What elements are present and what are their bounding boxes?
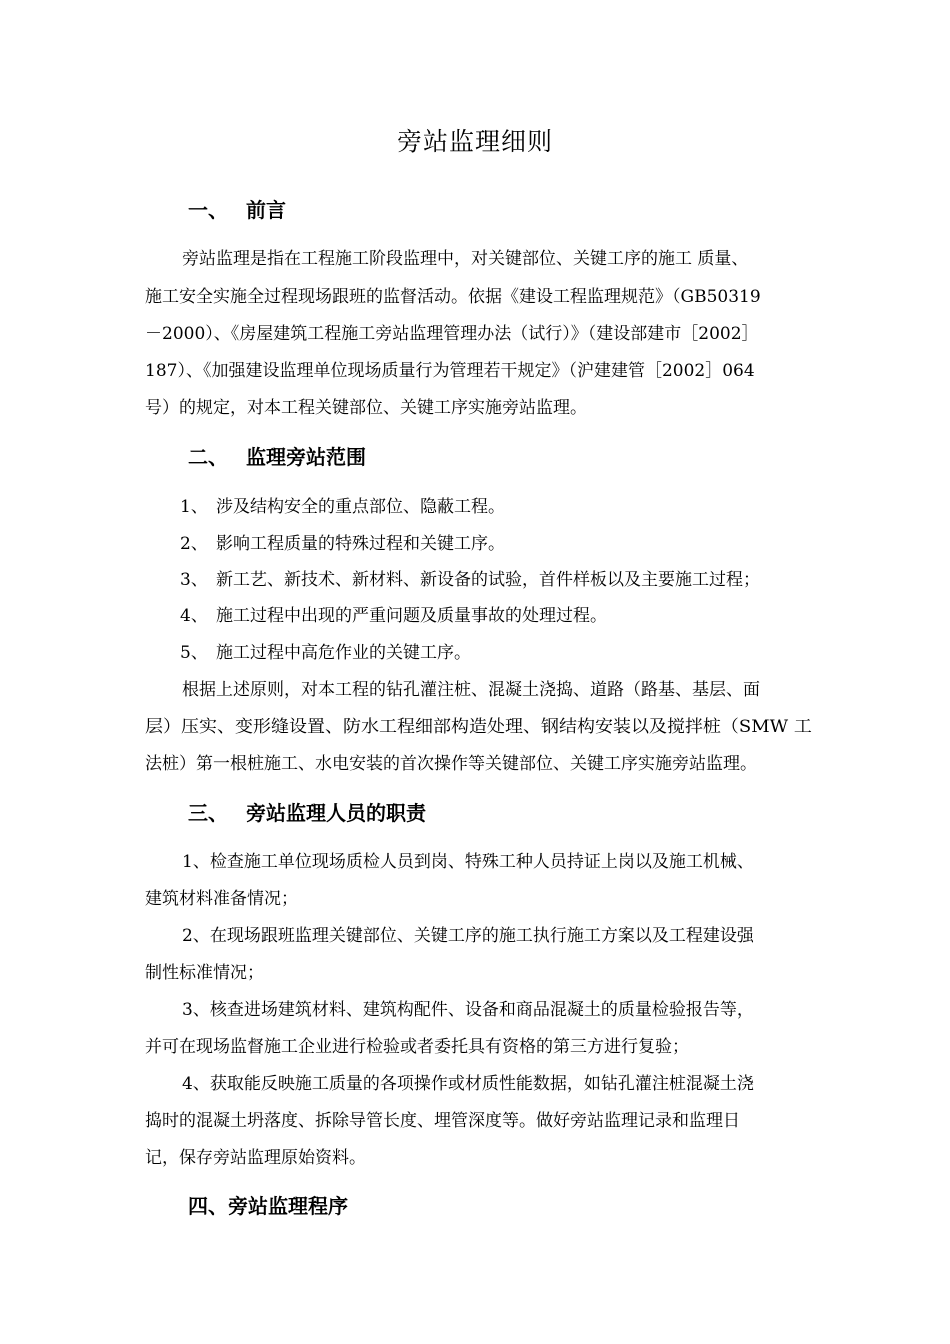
list-item-number: 3、	[180, 570, 208, 590]
paragraph-line: 号）的规定，对本工程关键部位、关键工序实施旁站监理。	[145, 398, 587, 418]
paragraph-line: 3、核查进场建筑材料、建筑构配件、设备和商品混凝土的质量检验报告等，	[182, 1000, 754, 1020]
section-heading-2	[188, 443, 366, 471]
section-number: 二、	[188, 445, 228, 469]
list-item-number: 4、	[180, 606, 208, 626]
paragraph-line: 并可在现场监督施工企业进行检验或者委托具有资格的第三方进行复验；	[145, 1037, 689, 1057]
list-item-text: 影响工程质量的特殊过程和关键工序。	[216, 534, 505, 554]
list-item	[180, 639, 471, 667]
list-item-text: 施工过程中高危作业的关键工序。	[216, 643, 471, 663]
section-title: 监理旁站范围	[246, 445, 366, 469]
paragraph-line: 旁站监理是指在工程施工阶段监理中，对关键部位、关键工序的施工 质量、	[182, 249, 749, 269]
paragraph-line: 捣时的混凝土坍落度、拆除导管长度、埋管深度等。做好旁站监理记录和监理日	[145, 1111, 740, 1131]
list-item-text: 新工艺、新技术、新材料、新设备的试验，首件样板以及主要施工过程；	[216, 570, 760, 590]
paragraph-line: 记，保存旁站监理原始资料。	[145, 1148, 366, 1168]
section-heading-3	[188, 799, 426, 827]
paragraph-line: －2000）、《房屋建筑工程施工旁站监理管理办法（试行）》（建设部建市［2002］	[145, 324, 759, 344]
paragraph-line: 法桩）第一根桩施工、水电安装的首次操作等关键部位、关键工序实施旁站监理。	[145, 754, 757, 774]
section-heading-4: 四、旁站监理程序	[188, 1194, 348, 1218]
section-title: 前言	[246, 198, 286, 222]
section-number: 三、	[188, 801, 228, 825]
paragraph-line: 建筑材料准备情况；	[145, 889, 298, 909]
list-item-number: 2、	[180, 534, 208, 554]
section-heading-1	[188, 196, 286, 224]
list-item	[180, 602, 607, 630]
paragraph-line: 施工安全实施全过程现场跟班的监督活动。依据《建设工程监理规范》（GB50319	[145, 287, 761, 307]
section-title: 旁站监理人员的职责	[246, 801, 426, 825]
section-number: 一、	[188, 198, 228, 222]
list-item	[180, 493, 505, 521]
paragraph-line: 187）、《加强建设监理单位现场质量行为管理若干规定》（沪建建管［2002］064	[145, 361, 755, 381]
paragraph-line: 层）压实、变形缝设置、防水工程细部构造处理、钢结构安装以及搅拌桩（SMW 工	[145, 717, 812, 737]
paragraph-line: 4、获取能反映施工质量的各项操作或材质性能数据，如钻孔灌注桩混凝土浇	[182, 1074, 754, 1094]
list-item	[180, 566, 760, 594]
list-item-text: 涉及结构安全的重点部位、隐蔽工程。	[216, 497, 505, 517]
paragraph-line: 根据上述原则，对本工程的钻孔灌注桩、混凝土浇捣、道路（路基、基层、面	[182, 680, 760, 700]
list-item-text: 施工过程中出现的严重问题及质量事故的处理过程。	[216, 606, 607, 626]
list-item-number: 5、	[180, 643, 208, 663]
paragraph-line: 2、在现场跟班监理关键部位、关键工序的施工执行施工方案以及工程建设强	[182, 926, 754, 946]
document-title: 旁站监理细则	[396, 127, 553, 156]
paragraph-line: 制性标准情况；	[145, 963, 264, 983]
paragraph-line: 1、检查施工单位现场质检人员到岗、特殊工种人员持证上岗以及施工机械、	[182, 852, 754, 872]
list-item	[180, 530, 505, 558]
list-item-number: 1、	[180, 497, 208, 517]
